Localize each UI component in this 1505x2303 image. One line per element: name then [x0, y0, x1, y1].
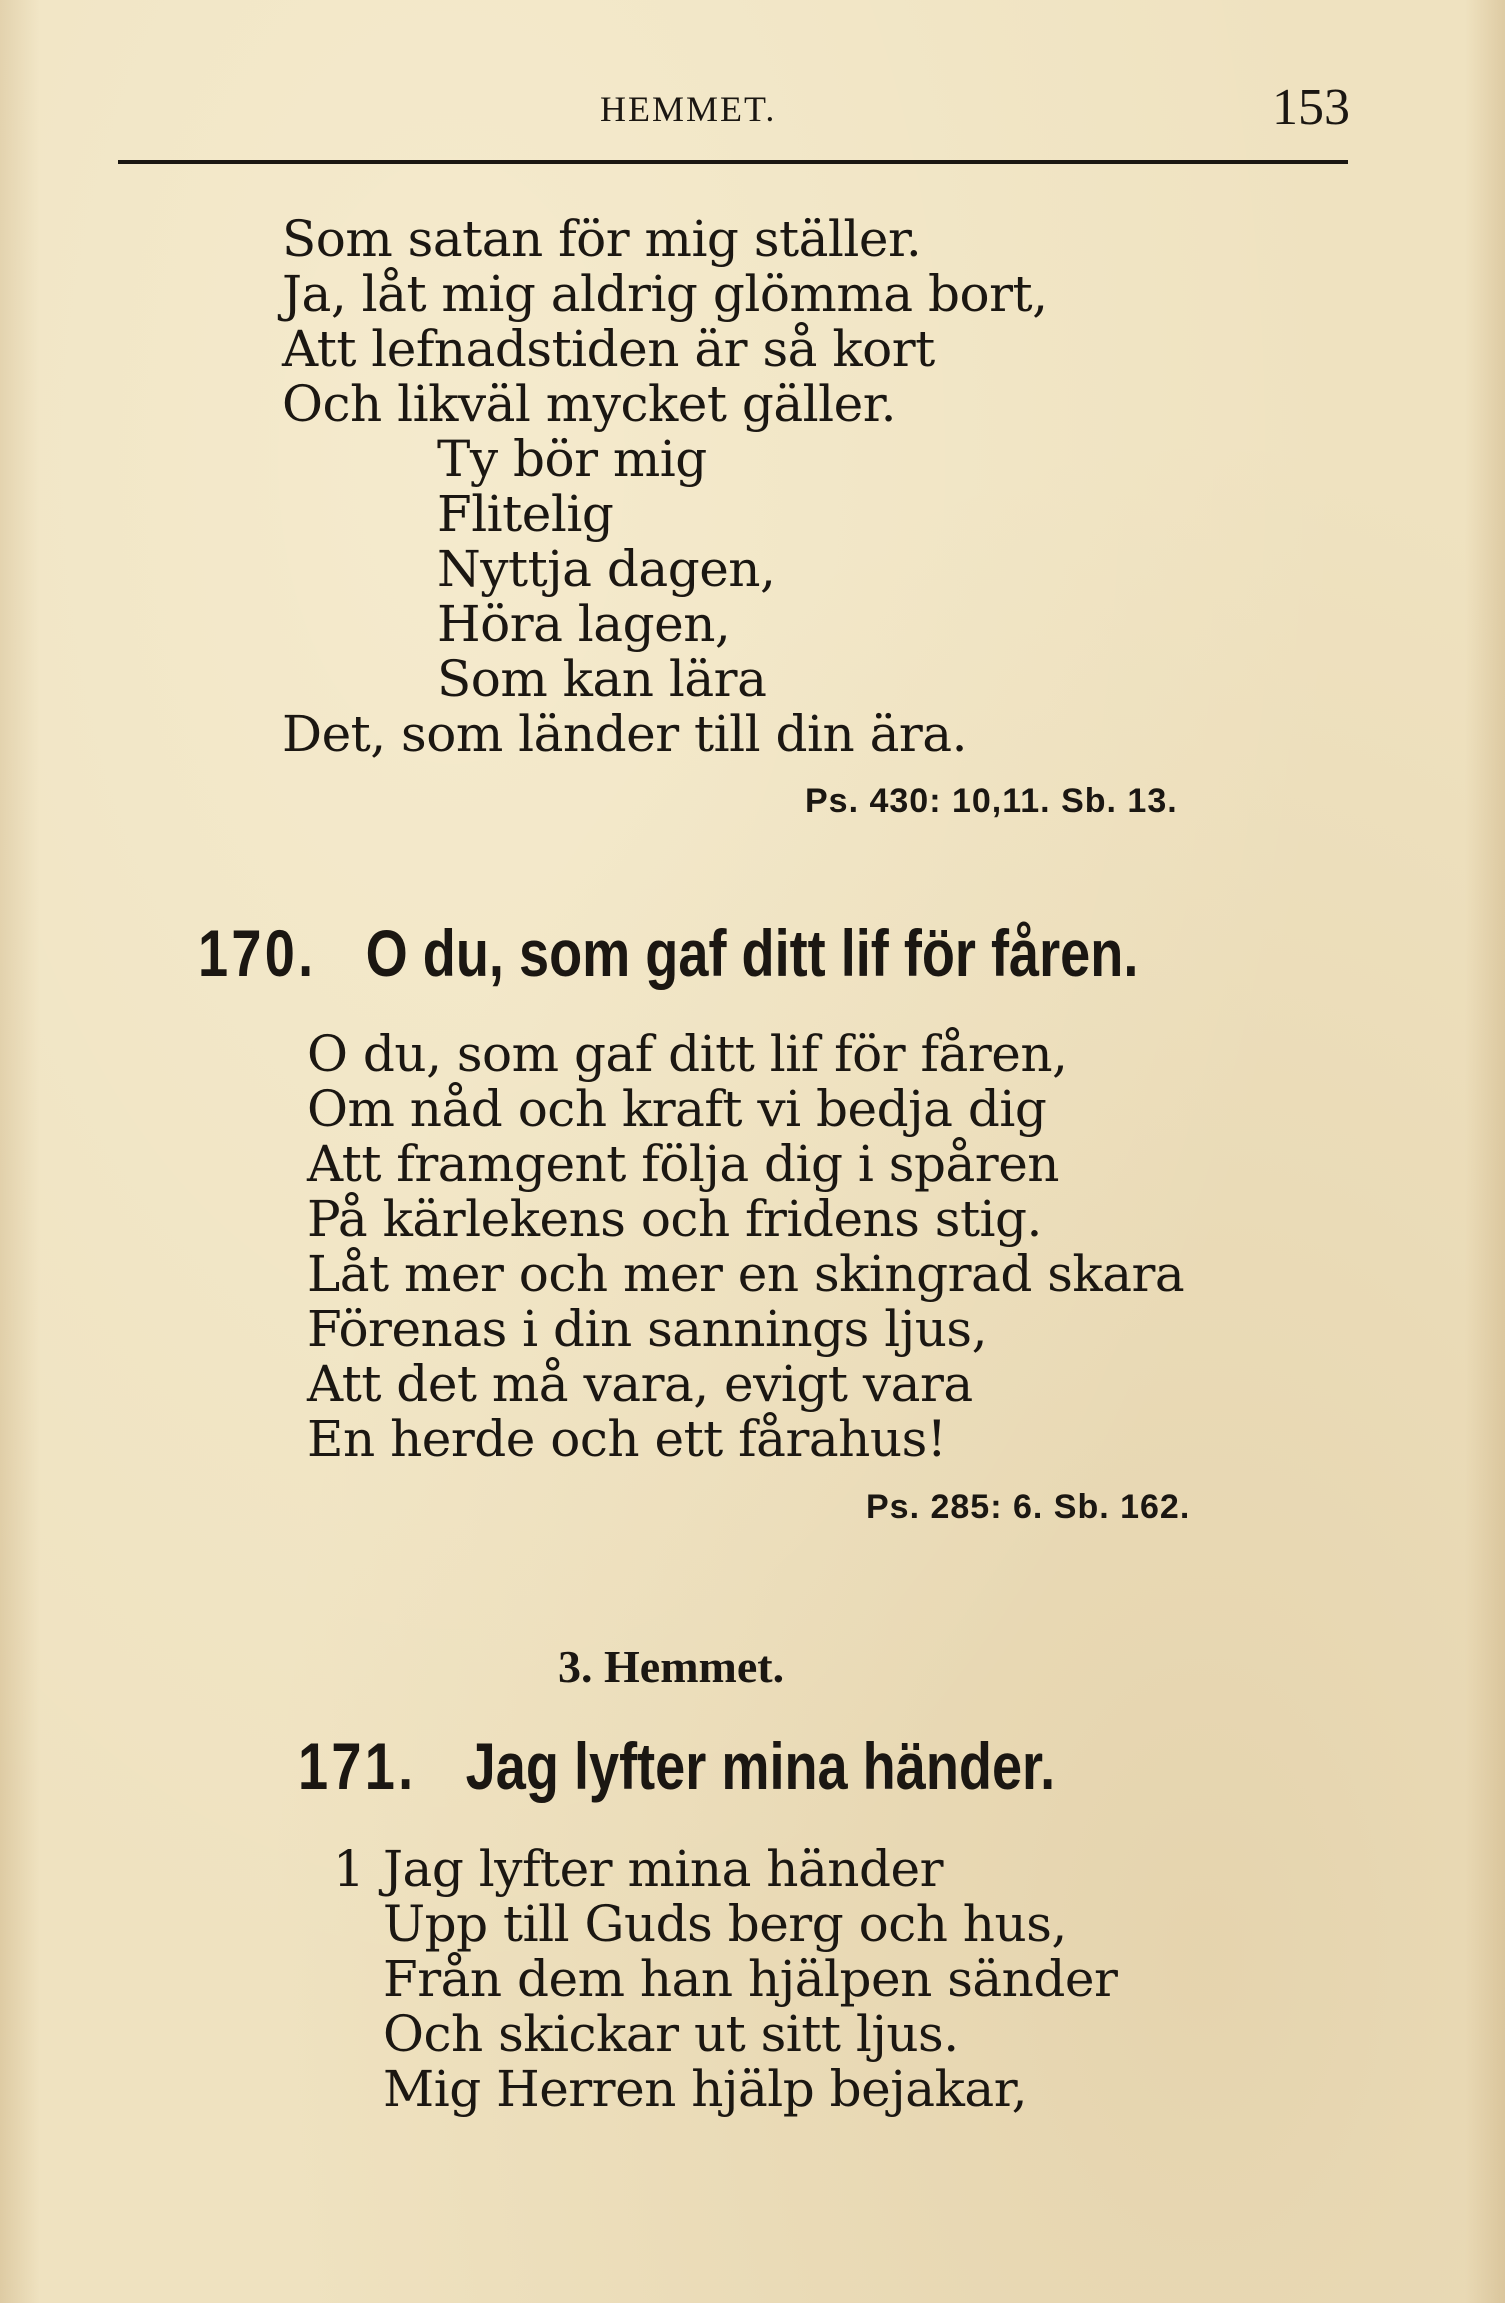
header-rule [118, 160, 1348, 164]
verse-line: Att det må vara, evigt vara [307, 1355, 973, 1413]
hymn-number: 171. [298, 1729, 417, 1803]
verse-line: Från dem han hjälpen sänder [383, 1950, 1118, 2008]
page-number: 153 [1272, 79, 1350, 136]
verse-line: Låt mer och mer en skingrad skara [307, 1245, 1185, 1303]
verse-line: Jag lyfter mina händer [383, 1840, 943, 1898]
hymn-reference: Ps. 430: 10,11. Sb. 13. [805, 782, 1178, 820]
hymn-title-text: O du, som gaf ditt lif för fåren. [365, 916, 1139, 990]
verse-line: O du, som gaf ditt lif för fåren, [307, 1025, 1068, 1083]
verse-line: På kärlekens och fridens stig. [307, 1190, 1042, 1248]
section-heading: 3. Hemmet. [558, 1641, 785, 1692]
stanza-line: Och likväl mycket gäller. [282, 375, 897, 433]
hymn-number: 170. [198, 916, 317, 990]
hymn-title-171 [298, 1728, 1055, 1804]
stanza-line: Som satan för mig ställer. [282, 210, 922, 268]
stanza-line: Som kan lära [437, 650, 767, 708]
stanza-line: Att lefnadstiden är så kort [282, 320, 935, 378]
verse-line: Och skickar ut sitt ljus. [383, 2005, 959, 2063]
verse-line: En herde och ett fårahus! [307, 1410, 947, 1468]
stanza-line: Ty bör mig [437, 430, 707, 488]
running-head: HEMMET. [600, 89, 777, 129]
hymn-title-170 [198, 915, 1138, 991]
hymn-reference: Ps. 285: 6. Sb. 162. [866, 1488, 1191, 1526]
verse-number: 1 [333, 1840, 365, 1898]
verse-line: Att framgent följa dig i spåren [307, 1135, 1059, 1193]
stanza-line: Höra lagen, [437, 595, 731, 653]
stanza-line: Flitelig [437, 485, 614, 543]
stanza-line: Nyttja dagen, [437, 540, 776, 598]
verse-line: Förenas i din sannings ljus, [307, 1300, 987, 1358]
verse-line: Upp till Guds berg och hus, [383, 1895, 1067, 1953]
stanza-line: Ja, låt mig aldrig glömma bort, [282, 265, 1048, 323]
verse-line: Mig Herren hjälp bejakar, [383, 2060, 1027, 2118]
verse-line: Om nåd och kraft vi bedja dig [307, 1080, 1047, 1138]
hymn-title-text: Jag lyfter mina händer. [465, 1729, 1056, 1803]
stanza-line: Det, som länder till din ära. [282, 705, 967, 763]
